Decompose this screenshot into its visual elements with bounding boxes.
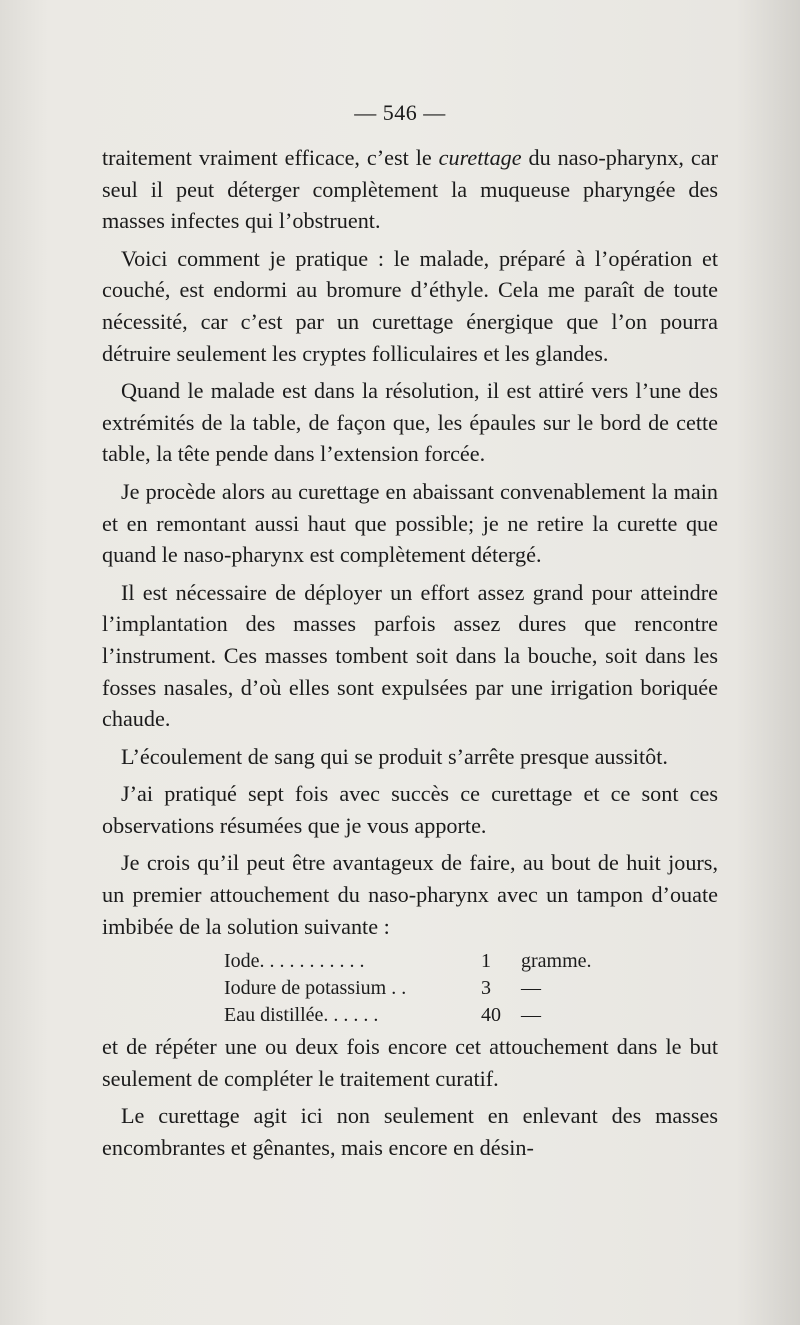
paragraph-text: du naso-pharynx, car seul il peut déterger complètement la muqueuse pharyngée des masses infectes qui l’obstruent.	[102, 145, 718, 234]
paragraph: Je procède alors au curettage en abaissant convenablement la main et en remontant aussi haut que possible; je ne retire la curette que quand le naso-pharynx est complètement détergé.	[102, 478, 718, 568]
paragraph: J’ai pratiqué sept fois avec succès ce curettage et ce sont ces observations résumées que je vous apporte.	[102, 781, 718, 838]
paragraph: Quand le malade est dans la résolution, il est attiré vers l’une des extrémités de la table, de façon que, les épaules sur le bord de cette table, la tête pende dans l’extension forcée.	[102, 378, 718, 467]
paragraph: Le curettage agit ici non seulement en enlevant des masses encombrantes et gênantes, mais encore en désin-	[102, 1103, 718, 1161]
ingredient-name: Eau distillée. . . . . .	[224, 1004, 379, 1027]
paragraph	[102, 142, 718, 237]
page-number: — 546 —	[354, 100, 446, 125]
ingredient-quantity: 1	[481, 950, 491, 973]
paragraph: et de répéter une ou deux fois encore cet attouchement dans le but seulement de compléter le traitement curatif.	[102, 1034, 718, 1091]
paragraph-text: traitement vraiment efficace, c’est le	[102, 145, 439, 170]
formula-table	[102, 948, 718, 1029]
formula-row	[224, 1002, 584, 1029]
paragraph: Voici comment je pratique : le malade, préparé à l’opération et couché, est endormi au bromure d’éthyle. Cela me paraît de toute nécessité, car c’est par un curettage énergique que l’on pourra détruire seulement les cryptes folliculaires et les glandes.	[102, 245, 718, 366]
ingredient-name: Iode. . . . . . . . . . .	[224, 950, 365, 973]
page-body	[102, 142, 718, 1164]
ingredient-unit: —	[521, 977, 541, 1000]
ingredient-unit: gramme.	[521, 950, 592, 973]
ingredient-quantity: 40	[481, 1004, 501, 1027]
formula-row	[224, 948, 592, 975]
ingredient-name: Iodure de potassium . .	[224, 977, 407, 1000]
ingredient-unit: —	[521, 1004, 541, 1027]
paragraph: Je crois qu’il peut être avantageux de faire, au bout de huit jours, un premier attouchement du naso-pharynx avec un tampon d’ouate imbibée de la solution suivante :	[102, 850, 718, 939]
paragraph: L’écoulement de sang qui se produit s’arrête presque aussitôt.	[121, 743, 668, 769]
ingredient-quantity: 3	[481, 977, 491, 1000]
formula-row	[224, 975, 584, 1002]
paragraph: Il est nécessaire de déployer un effort assez grand pour atteindre l’implantation des masses parfois assez dures que rencontre l’instrument. Ces masses tombent soit dans la bouche, soit dans les fosses nasales, d’où elles sont expulsées par une irrigation boriquée chaude.	[102, 579, 718, 732]
emphasized-term: curettage	[438, 145, 522, 170]
